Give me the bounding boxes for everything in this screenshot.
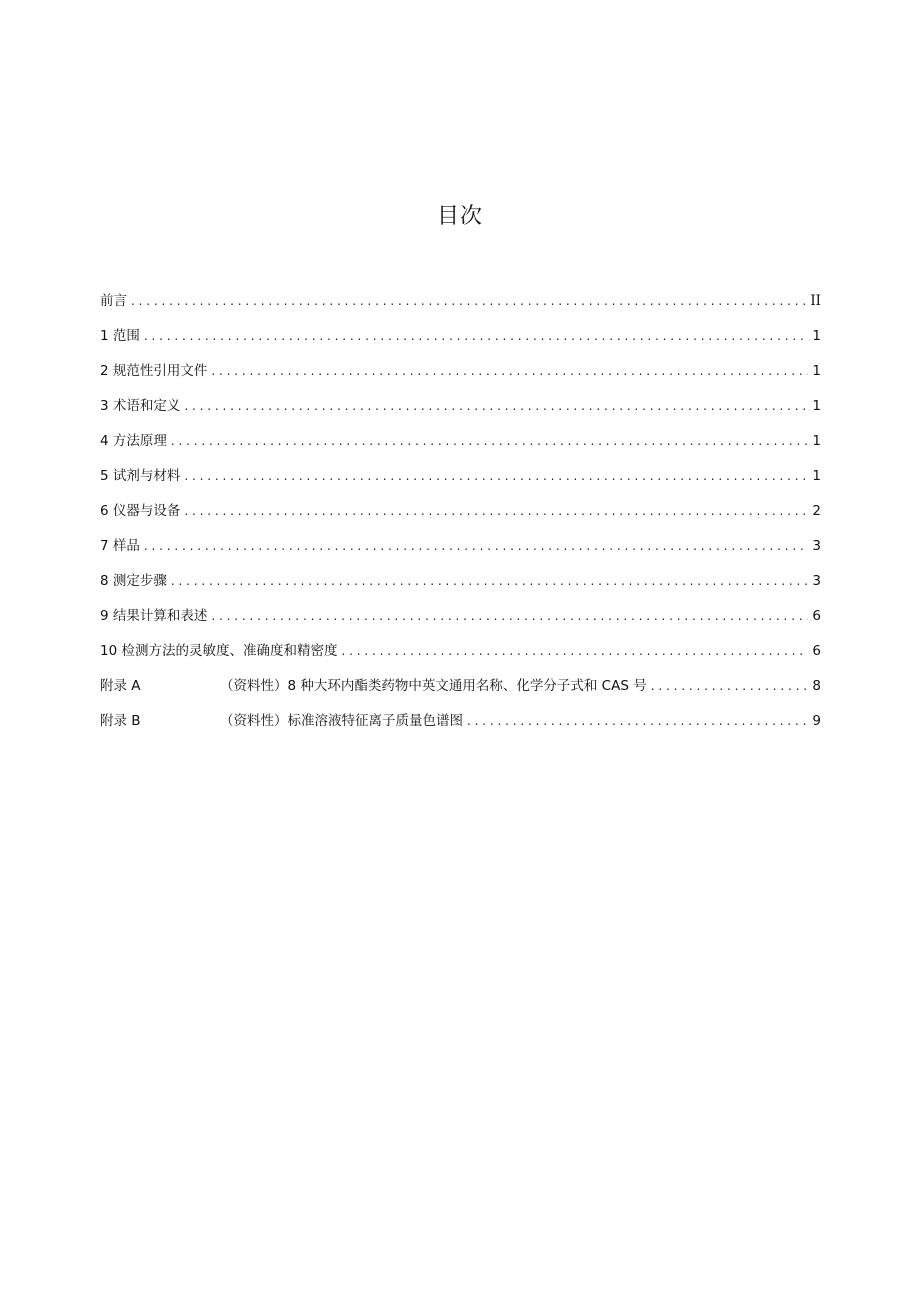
toc-entry-method-principle[interactable] [100,430,821,465]
toc-entry-label: 2 规范性引用文件 [100,363,208,379]
toc-dot-leader [341,640,808,662]
toc-entry-calculation[interactable] [100,605,821,640]
toc-entry-terms-definitions[interactable] [100,395,821,430]
toc-page-number: 1 [812,468,821,484]
toc-entry-scope[interactable] [100,325,821,360]
toc-entry-appendix-a[interactable] [100,675,821,710]
toc-page-number: 1 [812,328,821,344]
toc-page-number: 6 [812,608,821,624]
toc-entry-reagents-materials[interactable] [100,465,821,500]
toc-page-number: II [810,293,821,309]
toc-page-number: 6 [812,643,821,659]
toc-dot-leader [467,710,808,732]
appendix-tag: 附录 B [100,713,141,729]
toc-dot-leader [651,675,809,697]
toc-entry-label: 前言 [100,293,127,309]
toc-entry-label: 9 结果计算和表述 [100,608,208,624]
toc-entry-label: 8 测定步骤 [100,573,167,589]
toc-page-number: 1 [812,398,821,414]
toc-entry-label: 4 方法原理 [100,433,167,449]
appendix-title: （资料性）标准溶液特征离子质量色谱图 [220,713,463,729]
toc-page-number: 8 [812,678,821,694]
table-of-contents [100,290,821,745]
toc-dot-leader [184,395,808,417]
appendix-tag: 附录 A [100,678,141,694]
toc-dot-leader [171,570,809,592]
toc-entry-samples[interactable] [100,535,821,570]
toc-entry-normative-references[interactable] [100,360,821,395]
toc-page-number: 2 [812,503,821,519]
toc-entry-sensitivity-accuracy[interactable] [100,640,821,675]
toc-entry-label: 1 范围 [100,328,140,344]
toc-entry-instruments-equipment[interactable] [100,500,821,535]
toc-page-number: 1 [812,363,821,379]
toc-page-number: 9 [812,713,821,729]
toc-entry-label: 5 试剂与材料 [100,468,181,484]
toc-dot-leader [184,500,808,522]
toc-dot-leader [184,465,808,487]
toc-dot-leader [211,605,808,627]
toc-page-number: 3 [812,538,821,554]
toc-dot-leader [144,325,809,347]
toc-entry-appendix-b[interactable] [100,710,821,745]
toc-entry-label: 6 仪器与设备 [100,503,181,519]
toc-dot-leader [131,290,806,312]
toc-title: 目次 [436,204,483,229]
toc-entry-label: 7 样品 [100,538,140,554]
toc-dot-leader [144,535,809,557]
toc-dot-leader [171,430,809,452]
toc-entry-label: 10 检测方法的灵敏度、准确度和精密度 [100,643,338,659]
toc-dot-leader [211,360,808,382]
toc-entry-foreword[interactable] [100,290,821,325]
toc-entry-label: 3 术语和定义 [100,398,181,414]
toc-page-number: 1 [812,433,821,449]
toc-entry-procedure[interactable] [100,570,821,605]
toc-page-number: 3 [812,573,821,589]
appendix-title: （资料性）8 种大环内酯类药物中英文通用名称、化学分子式和 CAS 号 [220,678,647,694]
